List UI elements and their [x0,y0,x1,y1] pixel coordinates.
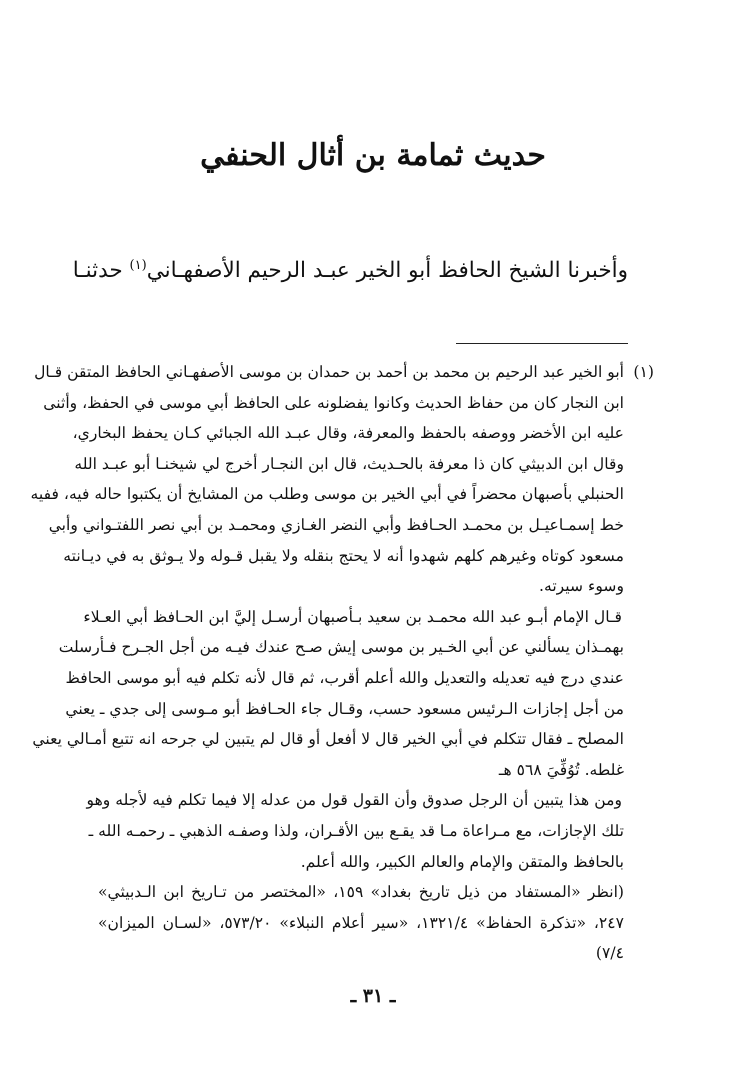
footnote-line: تلك الإجازات، مع مـراعاة مـا قد يقـع بين الأقـران، ولذا وصفـه الذهبي ـ رحمـه الله ـ [88,821,624,840]
footnote-line: ٢٤٧، «تذكرة الحفاظ» ١٣٢١/٤، «سير أعلام النبلاء» ٥٧٣/٢٠، «لسـان الميزان» [98,913,625,932]
footnote-line: الحنبلي بأصبهان محضراً في أبي الخير بن موسى وطلب من المشايخ أن يكتبوا حاله فيه، ففيه [30,485,624,504]
footnote-divider [456,343,628,344]
footnote [30,357,654,969]
footnote-line: ابن النجار كان من حفاظ الحديث وكانوا يفضلونه على الحافظ أبي موسى في الحفظ، وأثنى [43,393,624,412]
footnote-line: بالحافظ والمتقن والإمام والعالم الكبير، والله أعلم. [300,852,624,871]
main-text: وأخبرنا الشيخ الحافظ أبو الخير عبـد الرحيم الأصفهـاني [146,258,628,284]
footnote-line: قـال الإمام أبـو عبد الله محمـد بن سعيد بـأصبهان أرسـل إليَّ ابن الحـافظ أبي العـلاء [83,607,622,626]
main-text-tail: حدثنـا [72,258,123,284]
footnote-line: خط إسمـاعيـل بن محمـد الحـافظ وأبي النضر الغـازي ومحمـد بن أبي نصر اللفتـواني وأبي [48,515,624,534]
footnote-line: بهمـذان يسألني عن أبي الخـير بن موسى إيش صـح عندك فيـه من أجل الجـرح فـأرسلت [58,638,624,657]
footnote-line: مسعود كوتاه وغيرهم كلهم شهدوا أنه لا يحتج بنقله ولا يقبل قـوله ولا يـوثق به في ديـانته [63,546,624,565]
footnote-line: عليه ابن الأخضر ووصفه بالحفظ والمعرفة، وقال عبـد الله الجبائي كـان يحفظ البخاري، [72,424,624,443]
main-text-line [72,258,628,284]
footnote-marker: (١) [633,363,654,381]
footnote-line: وقال ابن الدبيثي كان ذا معرفة بالحـديث، قال ابن النجـار أخرج لي شيخنـا أبو عبـد الله [74,454,624,473]
footnote-line: ٧/٤) [595,944,624,963]
page-number: ـ ٣١ ـ [350,985,396,1007]
footnote-line: وسوء سيرته. [539,577,624,596]
footnote-line: (١)أبو الخير عبد الرحيم بن محمد بن أحمد بن حمدان بن موسى الأصفهـاني الحافظ المتقن قـال [98,357,654,388]
page-title: حديث ثمامة بن أثال الحنفي [200,138,546,173]
footnote-line: غلطه. تُوُفِّيَ ٥٦٨ هـ [498,760,624,779]
footnote-reference: (١) [129,258,147,273]
footnote-line: عندي درج فيه تعديله والتعديل والله أعلم أقرب، ثم قال لأنه تكلم فيه أبو موسى الحافظ [65,668,624,687]
footnote-line: من أجل إجازات الـرئيس مسعود حسب، وقـال جاء الحـافظ أبو مـوسى إلى جدي ـ يعني [65,699,624,718]
footnote-line: المصلح ـ فقال تتكلم في أبي الخير قال لا أفعل أو قال لم يتبين لي جرحه انه تتبع أمـالي يعني [32,730,624,749]
footnote-line: (انظر «المستفاد من ذيل تاريخ بغداد» ١٥٩، «المختصر من تـاريخ ابن الـدبيثي» [98,883,625,902]
footnote-line: ومن هذا يتبين أن الرجل صدوق وأن القول قول من عدله إلا فيما تكلم فيه لأجله وهو [86,791,622,810]
